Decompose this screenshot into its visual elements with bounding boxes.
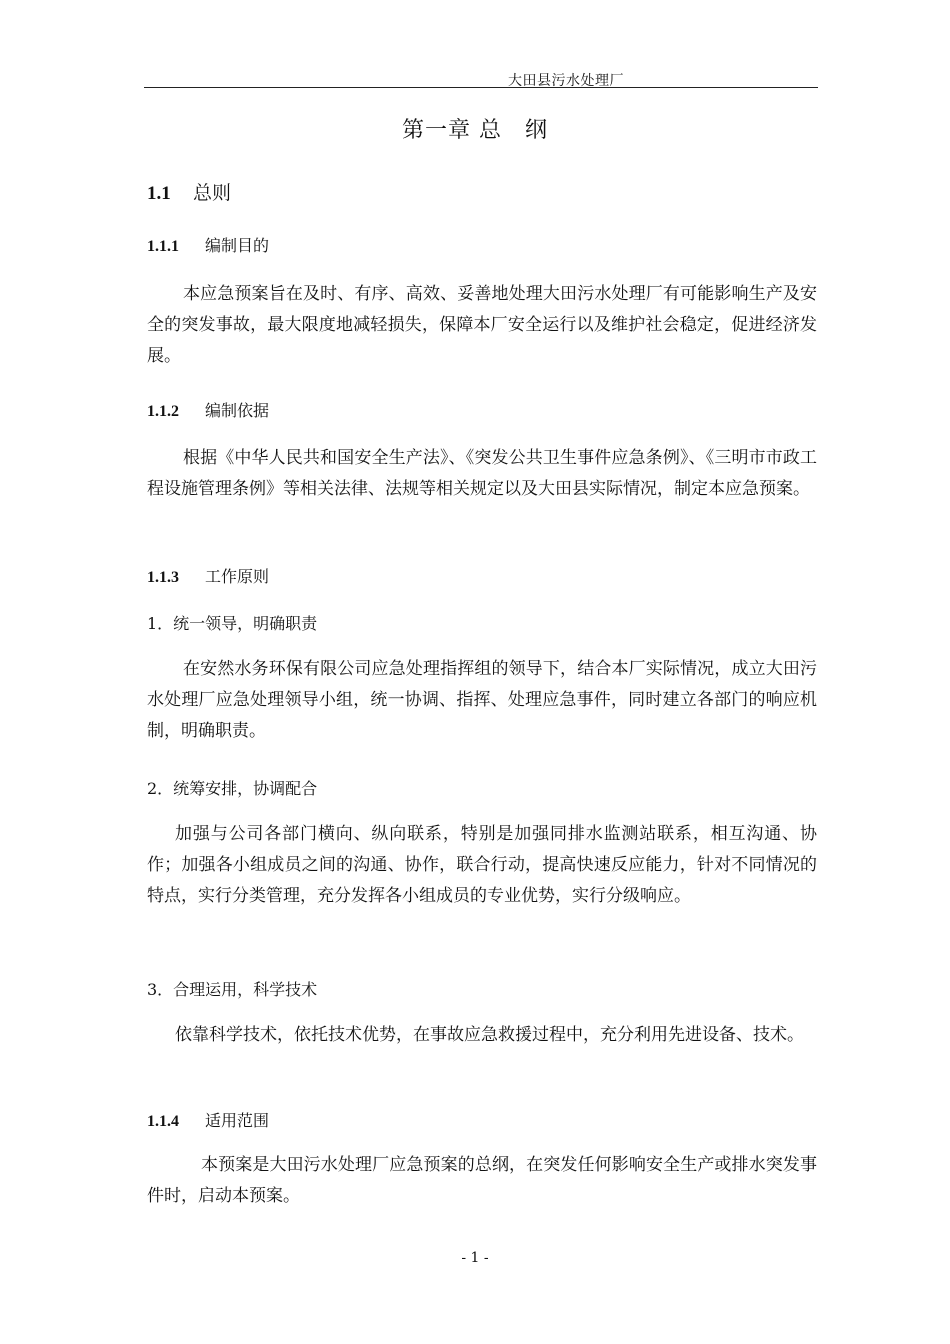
section-number: 1.1 <box>147 183 171 204</box>
principle-paragraph-2: 加强与公司各部门横向、纵向联系，特别是加强同排水监测站联系，相互沟通、协作；加强各小组成员之间的沟通、协作，联合行动，提高快速反应能力，针对不同情况的特点，实行分类管理，充分发挥各小组成员的专业优势，实行分级响应。 <box>147 824 817 906</box>
subsection-number: 1.1.3 <box>147 569 179 586</box>
subsection-title: 编制依据 <box>205 401 270 420</box>
principle-paragraph-1: 在安然水务环保有限公司应急处理指挥组的领导下，结合本厂实际情况，成立大田污水处理厂应急处理领导小组，统一协调、指挥、处理应急事件，同时建立各部门的响应机制，明确职责。 <box>147 659 817 741</box>
subsection-heading-1-1-1 <box>147 233 817 256</box>
section-title: 总则 <box>193 182 232 204</box>
section-heading-1-1 <box>147 178 817 205</box>
paragraph-purpose: 本应急预案旨在及时、有序、高效、妥善地处理大田污水处理厂有可能影响生产及安全的突发事故，最大限度地减轻损失，保障本厂安全运行以及维护社会稳定，促进经济发展。 <box>147 284 817 366</box>
subsection-number: 1.1.4 <box>147 1113 179 1130</box>
subsection-title: 编制目的 <box>205 236 270 255</box>
page-number: - 1 - <box>461 1250 489 1266</box>
principle-paragraph-3: 依靠科学技术，依托技术优势，在事故应急救援过程中，充分利用先进设备、技术。 <box>175 1025 804 1045</box>
subsection-heading-1-1-2 <box>147 398 817 421</box>
principle-heading-1: 1．统一领导，明确职责 <box>147 614 318 633</box>
running-header: 大田县污水处理厂 <box>508 73 624 89</box>
paragraph-scope: 本预案是大田污水处理厂应急预案的总纲，在突发任何影响安全生产或排水突发事件时，启动本预案。 <box>147 1155 817 1206</box>
principle-heading-3: 3．合理运用，科学技术 <box>147 980 318 999</box>
subsection-heading-1-1-4 <box>147 1108 817 1131</box>
chapter-title: 第一章 总 纲 <box>402 118 548 143</box>
subsection-number: 1.1.1 <box>147 238 179 255</box>
subsection-heading-1-1-3 <box>147 564 817 587</box>
paragraph-basis: 根据《中华人民共和国安全生产法》、《突发公共卫生事件应急条例》、《三明市市政工程设施管理条例》等相关法律、法规等相关规定以及大田县实际情况，制定本应急预案。 <box>147 448 817 499</box>
subsection-title: 工作原则 <box>205 567 270 586</box>
principle-heading-2: 2．统筹安排，协调配合 <box>147 779 318 798</box>
header-rule <box>144 87 818 88</box>
subsection-title: 适用范围 <box>205 1111 270 1130</box>
subsection-number: 1.1.2 <box>147 403 179 420</box>
